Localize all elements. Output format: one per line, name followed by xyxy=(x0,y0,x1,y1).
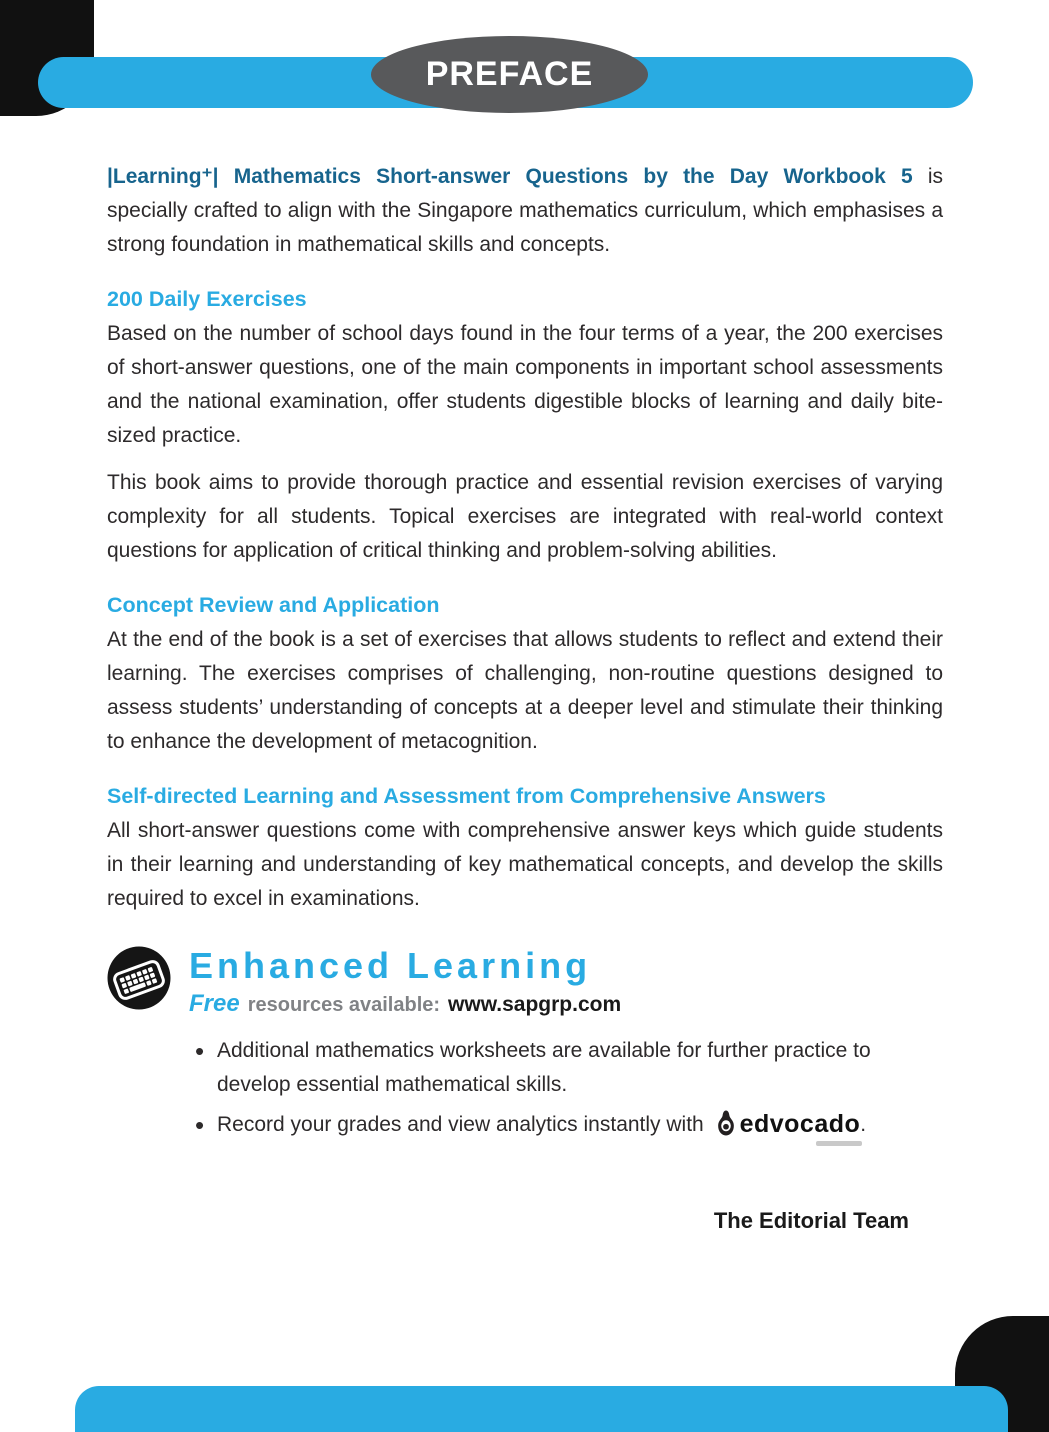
preface-title: PREFACE xyxy=(425,55,594,93)
sap-website-url: www.sapgrp.com xyxy=(448,992,622,1016)
avocado-icon xyxy=(714,1109,738,1137)
preface-badge xyxy=(371,36,648,113)
daily-exercises-paragraph-2: This book aims to provide thorough practice and essential revision exercises of varying complexity for all students. Topical exercises are integrated with real-world context questions for application of critical thinking and problem-solving abilities. xyxy=(107,471,943,562)
bullet-analytics xyxy=(195,1108,905,1142)
preface-content xyxy=(107,160,943,1234)
enhanced-learning-bullets xyxy=(195,1034,905,1142)
edvocado-logo xyxy=(714,1109,861,1137)
section-heading-self-directed: Self-directed Learning and Assessment from Comprehensive Answers xyxy=(107,784,826,808)
section-heading-daily-exercises: 200 Daily Exercises xyxy=(107,287,307,311)
bullet-worksheets: • Additional mathematics worksheets are available for further practice to develop essential mathematical skills. xyxy=(195,1034,905,1102)
bullet-analytics-period: . xyxy=(860,1112,867,1136)
section-heading-concept-review: Concept Review and Application xyxy=(107,593,440,617)
enhanced-learning-subtitle xyxy=(189,990,621,1018)
keyboard-icon xyxy=(107,946,171,1010)
editorial-team-signature: The Editorial Team xyxy=(713,1207,909,1233)
self-directed-paragraph: All short-answer questions come with comprehensive answer keys which guide students in their learning and understanding of key mathematical concepts, and develop the skills required to excel in examinations. xyxy=(107,819,943,910)
intro-paragraph xyxy=(107,160,943,262)
edvocado-wordmark: edvocado xyxy=(739,1109,861,1138)
bullet-analytics-text: Record your grades and view analytics instantly with xyxy=(217,1112,704,1136)
intro-text: is specially crafted to align with the Singapore mathematics curriculum, which emphasises a strong foundation in mathematical skills and concepts. xyxy=(107,165,944,256)
concept-review-paragraph: At the end of the book is a set of exercises that allows students to reflect and extend their learning. The exercises comprises of challenging, non-routine questions designed to assess students’ understanding of concepts at a deeper level and stimulate their thinking to enhance the development of metacognition. xyxy=(107,628,943,753)
enhanced-learning-title: Enhanced Learning xyxy=(189,945,592,986)
book-title: |Learning⁺| Mathematics Short-answer Questions by the Day Workbook 5 xyxy=(107,165,913,188)
daily-exercises-paragraph-1: Based on the number of school days found in the four terms of a year, the 200 exercises of short-answer questions, one of the main components in important school assessments and the national examination, offer students digestible blocks of learning and daily bite-sized practice. xyxy=(107,322,943,447)
bottom-accent-bar xyxy=(75,1386,1008,1432)
resources-available-label: resources available: xyxy=(247,993,441,1016)
enhanced-learning-text xyxy=(189,946,621,1018)
edvocado-fineprint xyxy=(816,1141,862,1146)
free-label: Free xyxy=(189,989,240,1017)
enhanced-learning-block xyxy=(107,946,943,1018)
